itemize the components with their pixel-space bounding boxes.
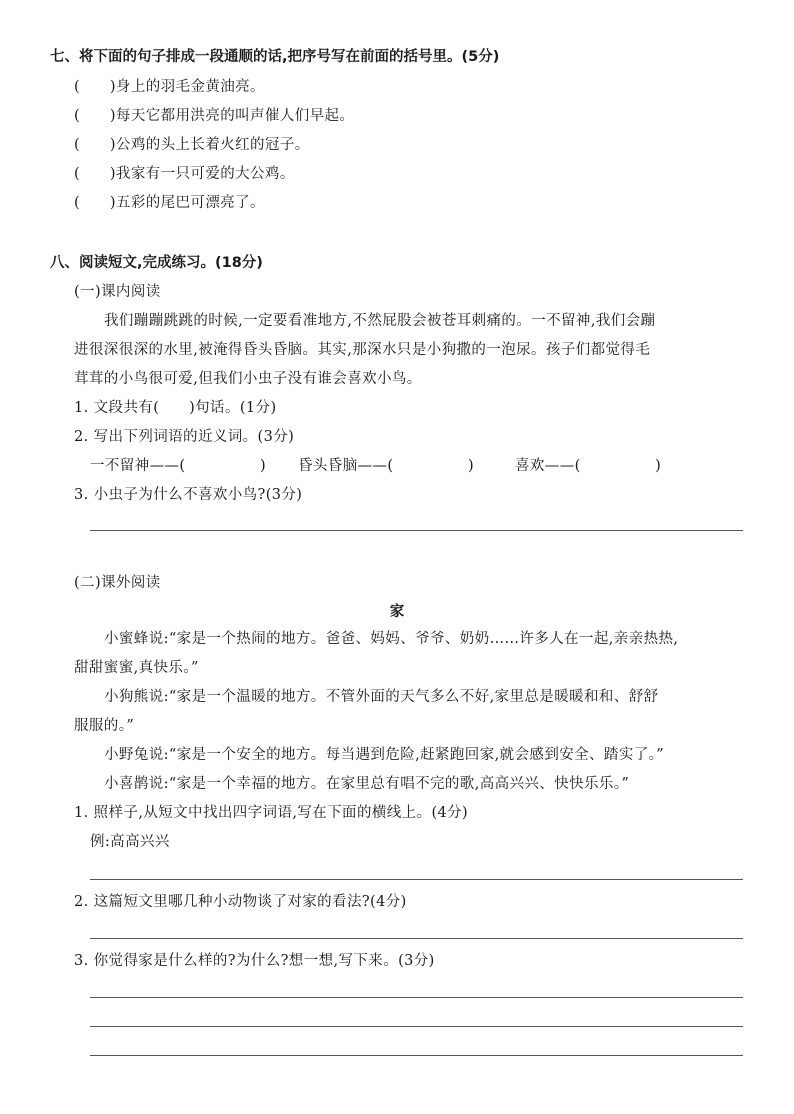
answer-line[interactable] — [90, 1026, 743, 1027]
answer-line[interactable] — [90, 1055, 743, 1056]
synonym-blank-3[interactable]: 喜欢——( ) — [515, 458, 662, 474]
part1-question-2: 2. 写出下列词语的近义词。(3分) — [74, 429, 295, 445]
part1-heading: (一)课内阅读 — [74, 284, 161, 300]
q7-item-1[interactable]: ( )身上的羽毛金黄油亮。 — [74, 79, 265, 95]
answer-line[interactable] — [90, 879, 743, 880]
synonym-blank-2[interactable]: 昏头昏脑——( ) — [298, 458, 475, 474]
part2-question-1: 1. 照样子,从短文中找出四字词语,写在下面的横线上。(4分) — [74, 805, 469, 821]
part2-passage-line-5: 小野兔说:“家是一个安全的地方。每当遇到危险,赶紧跑回家,就会感到安全、踏实了。” — [104, 747, 665, 763]
q8-title: 八、阅读短文,完成练习。(18分) — [50, 255, 263, 271]
part2-question-3: 3. 你觉得家是什么样的?为什么?想一想,写下来。(3分) — [74, 953, 435, 969]
q7-item-4[interactable]: ( )我家有一只可爱的大公鸡。 — [74, 166, 295, 182]
q7-item-3[interactable]: ( )公鸡的头上长着火红的冠子。 — [74, 137, 310, 153]
part1-passage-line-3: 茸茸的小鸟很可爱,但我们小虫子没有谁会喜欢小鸟。 — [74, 371, 422, 387]
part2-passage-line-1: 小蜜蜂说:“家是一个热闹的地方。爸爸、妈妈、爷爷、奶奶……许多人在一起,亲亲热热, — [104, 631, 679, 647]
part2-heading: (二)课外阅读 — [74, 575, 161, 591]
part2-example: 例:高高兴兴 — [90, 834, 170, 850]
part2-passage-line-2: 甜甜蜜蜜,真快乐。” — [74, 660, 199, 676]
part1-passage-line-2: 进很深很深的水里,被淹得昏头昏脑。其实,那深水只是小狗撒的一泡尿。孩子们都觉得毛 — [74, 342, 651, 358]
part2-passage-line-3: 小狗熊说:“家是一个温暖的地方。不管外面的天气多么不好,家里总是暖暖和和、舒舒 — [104, 689, 659, 705]
q7-title: 七、将下面的句子排成一段通顺的话,把序号写在前面的括号里。(5分) — [50, 49, 500, 65]
synonym-blank-1[interactable]: 一不留神——( ) — [90, 458, 267, 474]
q7-item-2[interactable]: ( )每天它都用洪亮的叫声催人们早起。 — [74, 108, 355, 124]
part1-passage-line-1: 我们蹦蹦跳跳的时候,一定要看准地方,不然屁股会被苍耳刺痛的。一不留神,我们会蹦 — [104, 313, 656, 329]
answer-line[interactable] — [90, 530, 743, 531]
part2-passage-line-4: 服服的。” — [74, 718, 135, 734]
part2-question-2: 2. 这篇短文里哪几种小动物谈了对家的看法?(4分) — [74, 894, 407, 910]
answer-line[interactable] — [90, 938, 743, 939]
part1-question-3: 3. 小虫子为什么不喜欢小鸟?(3分) — [74, 487, 303, 503]
part2-passage-line-6: 小喜鹊说:“家是一个幸福的地方。在家里总有唱不完的歌,高高兴兴、快快乐乐。” — [104, 776, 630, 792]
story-title: 家 — [389, 604, 405, 620]
q7-item-5[interactable]: ( )五彩的尾巴可漂亮了。 — [74, 195, 265, 211]
answer-line[interactable] — [90, 997, 743, 998]
part1-question-1[interactable]: 1. 文段共有( )句话。(1分) — [74, 400, 277, 416]
